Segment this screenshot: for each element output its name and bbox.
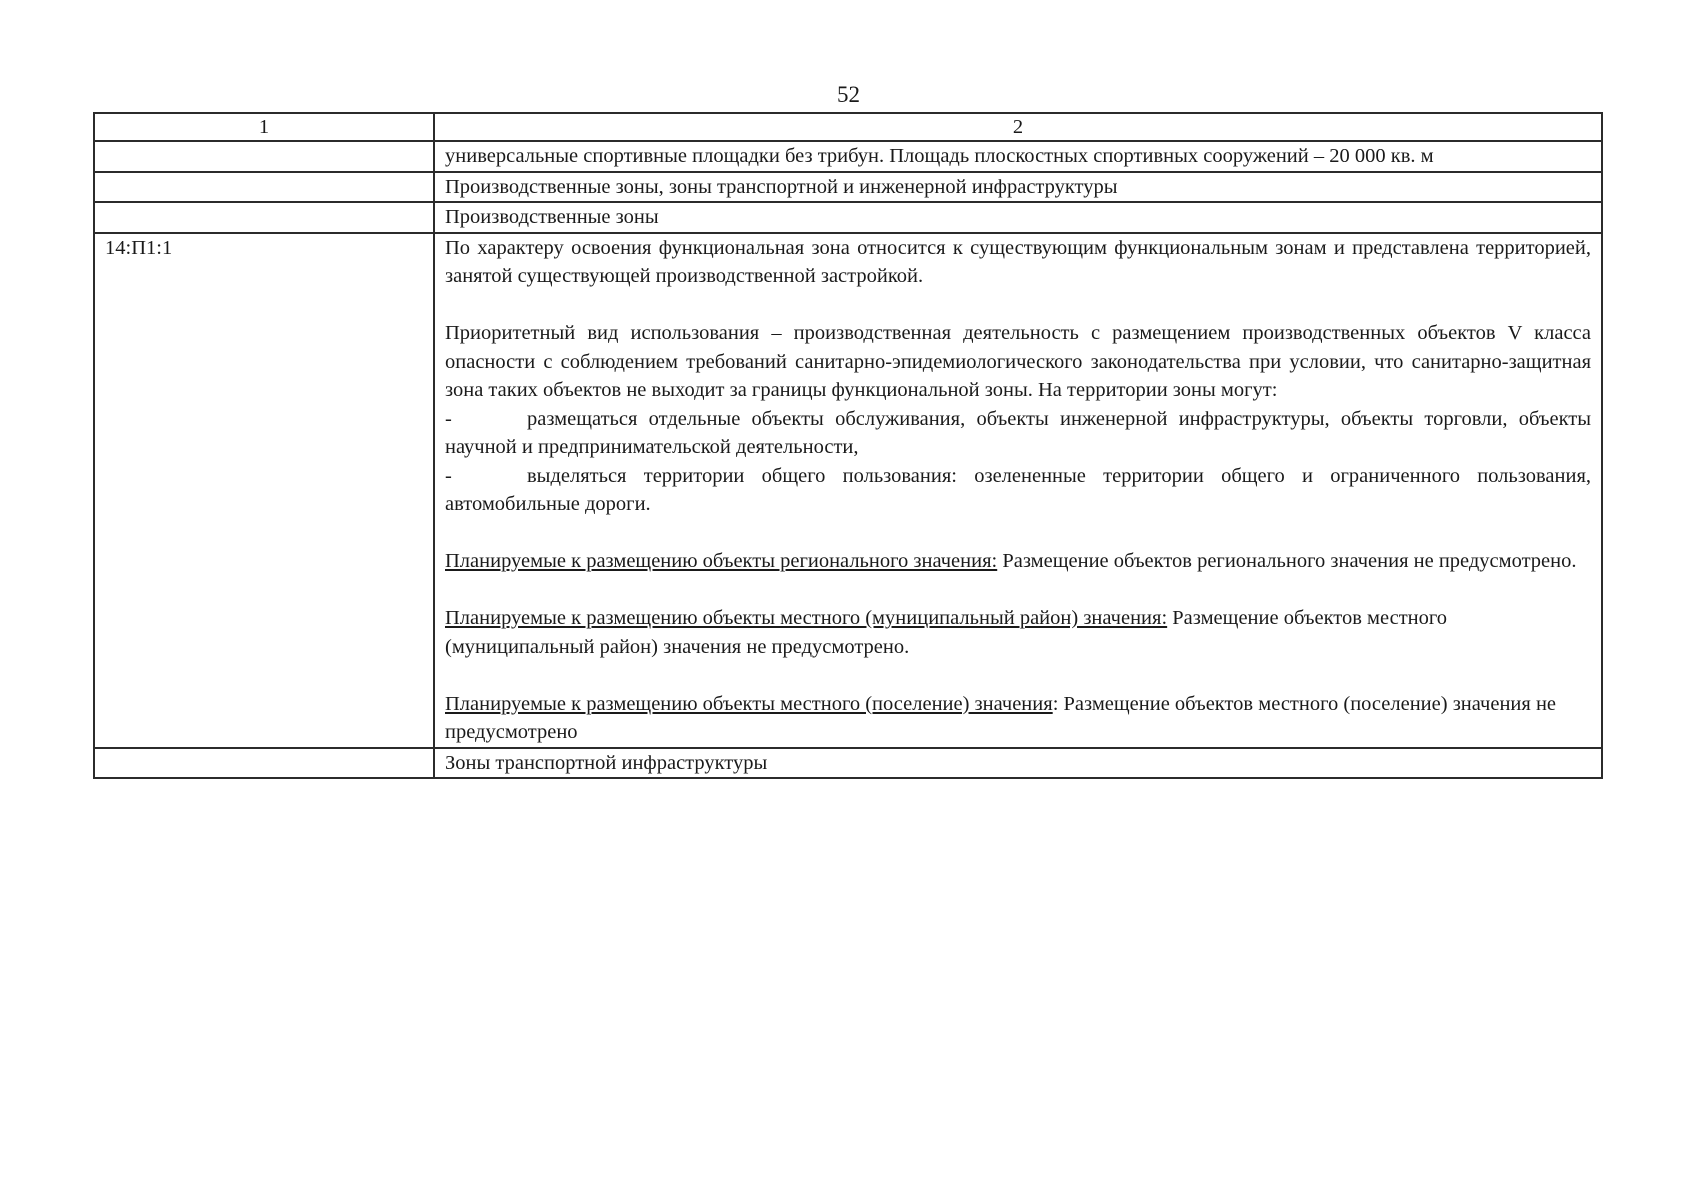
regional-objects-paragraph: [445, 547, 1591, 576]
paragraph-gap: [445, 576, 1591, 605]
municipal-objects-label: Планируемые к размещению объекты местного (муниципальный район) значения:: [445, 607, 1168, 629]
paragraph-gap: [445, 519, 1591, 548]
zone-subgroup-heading: Зоны транспортной инфраструктуры: [434, 748, 1602, 779]
settlement-objects-label: Планируемые к размещению объекты местного (поселение) значения: [445, 692, 1053, 715]
settlement-objects-paragraph: [445, 690, 1591, 747]
list-item: [445, 405, 1591, 462]
table-header-row: [94, 113, 1602, 141]
table-row: [94, 233, 1602, 748]
list-dash: -: [445, 464, 452, 487]
zone-code-cell: [94, 748, 434, 779]
table-row: [94, 748, 1602, 779]
zone-code-cell: [94, 141, 434, 172]
table-row: [94, 141, 1602, 172]
regional-objects-label: Планируемые к размещению объекты регионального значения:: [445, 550, 998, 572]
zone-code-cell: [94, 172, 434, 203]
paragraph-gap: [445, 291, 1591, 320]
zones-table: [93, 112, 1603, 779]
list-dash: -: [445, 407, 452, 430]
priority-use-paragraph: Приоритетный вид использования – производственная деятельность с размещением производственных объектов V класса опасности с соблюдением требований санитарно-эпидемиологического законодательства при условии, что санитарно-защитная зона таких объектов не выходит за границы функциональной зоны. На территории зоны могут:: [445, 322, 1591, 401]
header-col-1: 1: [94, 113, 434, 141]
table-row: [94, 202, 1602, 233]
paragraph-gap: [445, 661, 1591, 690]
development-character-paragraph: По характеру освоения функциональная зона относится к существующим функциональным зонам и представлена территорией, занятой существующей производственной застройкой.: [445, 236, 1591, 287]
zone-code-cell: [94, 202, 434, 233]
municipal-objects-value: Размещение объектов местного (муниципальный район) значения не предусмотрено.: [445, 607, 1448, 658]
zone-code-cell: 14:П1:1: [94, 233, 434, 748]
zone-subgroup-heading: Производственные зоны: [434, 202, 1602, 233]
regional-objects-value: Размещение объектов регионального значения не предусмотрено.: [997, 550, 1577, 572]
zone-description-cell: универсальные спортивные площадки без трибун. Площадь плоскостных спортивных сооружений – 20 000 кв. м: [434, 141, 1602, 172]
page-number: 52: [837, 82, 860, 107]
settlement-objects-value: : Размещение объектов местного (поселение) значения не предусмотрено: [445, 692, 1557, 743]
list-item: [445, 462, 1591, 519]
zone-description-cell: [434, 233, 1602, 748]
zone-group-heading: Производственные зоны, зоны транспортной и инженерной инфраструктуры: [434, 172, 1602, 203]
table-row: [94, 172, 1602, 203]
municipal-objects-paragraph: [445, 604, 1591, 661]
list-item-text: размещаться отдельные объекты обслуживания, объекты инженерной инфраструктуры, объекты торговли, объекты научной и предпринимательской деятельности,: [445, 407, 1591, 458]
list-item-text: выделяться территории общего пользования: озелененные территории общего и ограниченного пользования, автомобильные дороги.: [445, 464, 1591, 515]
header-col-2: 2: [434, 113, 1602, 141]
